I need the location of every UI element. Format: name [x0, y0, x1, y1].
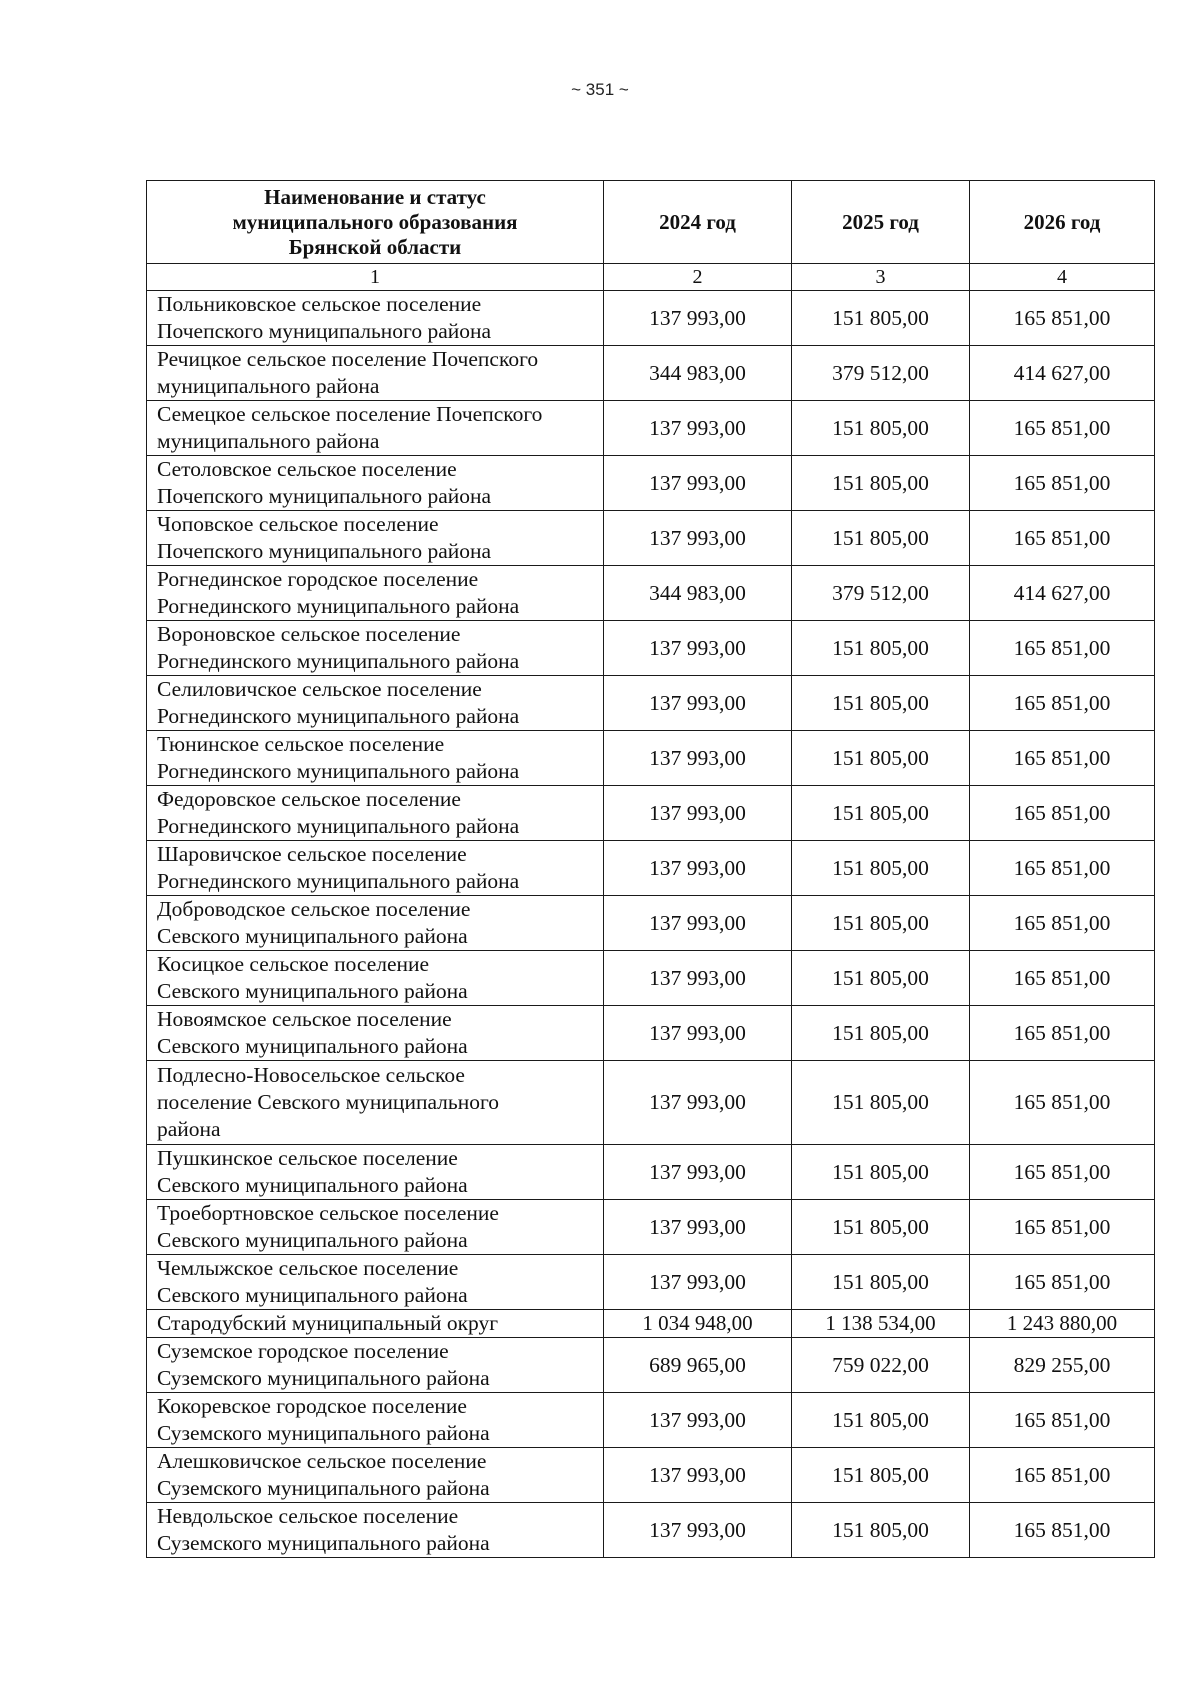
value-2025: 151 805,00	[792, 951, 970, 1006]
table-row	[147, 401, 1155, 456]
table-row	[147, 1448, 1155, 1503]
value-2024: 137 993,00	[604, 731, 792, 786]
municipality-name: Суземское городское поселение Суземского муниципального района	[147, 1338, 604, 1393]
value-2025: 151 805,00	[792, 1145, 970, 1200]
table-body	[147, 291, 1155, 1558]
value-2026: 165 851,00	[970, 1061, 1155, 1145]
value-2026: 165 851,00	[970, 511, 1155, 566]
column-number-3: 3	[792, 264, 970, 291]
municipality-name: Пушкинское сельское поселение Севского муниципального района	[147, 1145, 604, 1200]
table-row	[147, 676, 1155, 731]
municipality-name: Подлесно-Новосельское сельское поселение Севского муниципального района	[147, 1061, 604, 1145]
municipality-name: Кокоревское городское поселение Суземского муниципального района	[147, 1393, 604, 1448]
value-2024: 344 983,00	[604, 346, 792, 401]
table-row	[147, 1061, 1155, 1145]
table-row	[147, 621, 1155, 676]
value-2024: 137 993,00	[604, 1200, 792, 1255]
header-2024: 2024 год	[604, 181, 792, 264]
value-2026: 165 851,00	[970, 1145, 1155, 1200]
value-2026: 165 851,00	[970, 1393, 1155, 1448]
value-2026: 414 627,00	[970, 346, 1155, 401]
table-row	[147, 511, 1155, 566]
table-row	[147, 1255, 1155, 1310]
value-2026: 165 851,00	[970, 456, 1155, 511]
table-row	[147, 896, 1155, 951]
value-2025: 151 805,00	[792, 291, 970, 346]
header-2025: 2025 год	[792, 181, 970, 264]
value-2024: 137 993,00	[604, 1393, 792, 1448]
municipality-name: Новоямское сельское поселение Севского муниципального района	[147, 1006, 604, 1061]
value-2026: 165 851,00	[970, 1503, 1155, 1558]
value-2026: 1 243 880,00	[970, 1310, 1155, 1338]
page-number: ~ 351 ~	[571, 80, 629, 99]
value-2024: 137 993,00	[604, 1145, 792, 1200]
value-2024: 344 983,00	[604, 566, 792, 621]
municipality-name: Вороновское сельское поселение Рогнединского муниципального района	[147, 621, 604, 676]
table-row	[147, 841, 1155, 896]
value-2024: 137 993,00	[604, 896, 792, 951]
value-2026: 165 851,00	[970, 896, 1155, 951]
header-municipality: Наименование и статус муниципального образования Брянской области	[147, 181, 604, 264]
table-row	[147, 731, 1155, 786]
value-2026: 165 851,00	[970, 401, 1155, 456]
value-2024: 137 993,00	[604, 841, 792, 896]
municipality-name: Федоровское сельское поселение Рогнединского муниципального района	[147, 786, 604, 841]
header-2026: 2026 год	[970, 181, 1155, 264]
value-2026: 829 255,00	[970, 1338, 1155, 1393]
table-row	[147, 786, 1155, 841]
column-number-1: 1	[147, 264, 604, 291]
table-row	[147, 1503, 1155, 1558]
header-row	[147, 181, 1155, 264]
value-2025: 1 138 534,00	[792, 1310, 970, 1338]
municipality-name: Алешковичское сельское поселение Суземского муниципального района	[147, 1448, 604, 1503]
budget-table	[146, 180, 1155, 1558]
municipality-name: Тюнинское сельское поселение Рогнединского муниципального района	[147, 731, 604, 786]
value-2024: 137 993,00	[604, 401, 792, 456]
table-row	[147, 1310, 1155, 1338]
table-row	[147, 346, 1155, 401]
value-2026: 165 851,00	[970, 1006, 1155, 1061]
value-2025: 151 805,00	[792, 1061, 970, 1145]
value-2024: 137 993,00	[604, 1503, 792, 1558]
value-2026: 165 851,00	[970, 676, 1155, 731]
value-2025: 151 805,00	[792, 896, 970, 951]
value-2024: 137 993,00	[604, 951, 792, 1006]
table-row	[147, 1200, 1155, 1255]
value-2025: 151 805,00	[792, 1200, 970, 1255]
municipality-name: Чемлыжское сельское поселение Севского муниципального района	[147, 1255, 604, 1310]
municipality-name: Шаровичское сельское поселение Рогнединского муниципального района	[147, 841, 604, 896]
value-2025: 151 805,00	[792, 1393, 970, 1448]
value-2026: 165 851,00	[970, 731, 1155, 786]
municipality-name: Сетоловское сельское поселение Почепского муниципального района	[147, 456, 604, 511]
municipality-name: Косицкое сельское поселение Севского муниципального района	[147, 951, 604, 1006]
value-2024: 137 993,00	[604, 511, 792, 566]
column-number-4: 4	[970, 264, 1155, 291]
municipality-name: Доброводское сельское поселение Севского муниципального района	[147, 896, 604, 951]
value-2024: 137 993,00	[604, 786, 792, 841]
value-2025: 151 805,00	[792, 401, 970, 456]
municipality-name: Стародубский муниципальный округ	[147, 1310, 604, 1338]
value-2026: 165 851,00	[970, 841, 1155, 896]
municipality-name: Рогнединское городское поселение Рогнединского муниципального района	[147, 566, 604, 621]
table-row	[147, 456, 1155, 511]
table-row	[147, 1145, 1155, 1200]
value-2026: 165 851,00	[970, 1255, 1155, 1310]
value-2025: 151 805,00	[792, 1503, 970, 1558]
municipality-name: Семецкое сельское поселение Почепского муниципального района	[147, 401, 604, 456]
value-2026: 165 851,00	[970, 951, 1155, 1006]
value-2025: 151 805,00	[792, 786, 970, 841]
value-2026: 165 851,00	[970, 1448, 1155, 1503]
table-row	[147, 1338, 1155, 1393]
municipality-name: Чоповское сельское поселение Почепского муниципального района	[147, 511, 604, 566]
value-2026: 165 851,00	[970, 1200, 1155, 1255]
value-2025: 151 805,00	[792, 456, 970, 511]
value-2025: 151 805,00	[792, 1006, 970, 1061]
value-2024: 1 034 948,00	[604, 1310, 792, 1338]
table-row	[147, 291, 1155, 346]
value-2025: 151 805,00	[792, 511, 970, 566]
column-number-row	[147, 264, 1155, 291]
value-2025: 151 805,00	[792, 621, 970, 676]
municipality-name: Речицкое сельское поселение Почепского муниципального района	[147, 346, 604, 401]
table-row	[147, 1006, 1155, 1061]
value-2026: 414 627,00	[970, 566, 1155, 621]
municipality-name: Невдольское сельское поселение Суземского муниципального района	[147, 1503, 604, 1558]
value-2025: 151 805,00	[792, 731, 970, 786]
table-row	[147, 951, 1155, 1006]
table-header	[147, 181, 1155, 291]
table-row	[147, 1393, 1155, 1448]
column-number-2: 2	[604, 264, 792, 291]
value-2025: 151 805,00	[792, 841, 970, 896]
value-2025: 379 512,00	[792, 346, 970, 401]
municipality-name: Троебортновское сельское поселение Севского муниципального района	[147, 1200, 604, 1255]
table-row	[147, 566, 1155, 621]
value-2024: 137 993,00	[604, 291, 792, 346]
value-2024: 137 993,00	[604, 676, 792, 731]
value-2024: 689 965,00	[604, 1338, 792, 1393]
value-2026: 165 851,00	[970, 786, 1155, 841]
value-2024: 137 993,00	[604, 456, 792, 511]
value-2025: 151 805,00	[792, 1255, 970, 1310]
value-2024: 137 993,00	[604, 1006, 792, 1061]
municipality-name: Польниковское сельское поселение Почепского муниципального района	[147, 291, 604, 346]
value-2024: 137 993,00	[604, 1061, 792, 1145]
value-2024: 137 993,00	[604, 1255, 792, 1310]
value-2025: 151 805,00	[792, 1448, 970, 1503]
value-2026: 165 851,00	[970, 291, 1155, 346]
value-2026: 165 851,00	[970, 621, 1155, 676]
value-2024: 137 993,00	[604, 1448, 792, 1503]
municipality-name: Селиловичское сельское поселение Рогнединского муниципального района	[147, 676, 604, 731]
value-2025: 379 512,00	[792, 566, 970, 621]
value-2025: 759 022,00	[792, 1338, 970, 1393]
value-2025: 151 805,00	[792, 676, 970, 731]
value-2024: 137 993,00	[604, 621, 792, 676]
